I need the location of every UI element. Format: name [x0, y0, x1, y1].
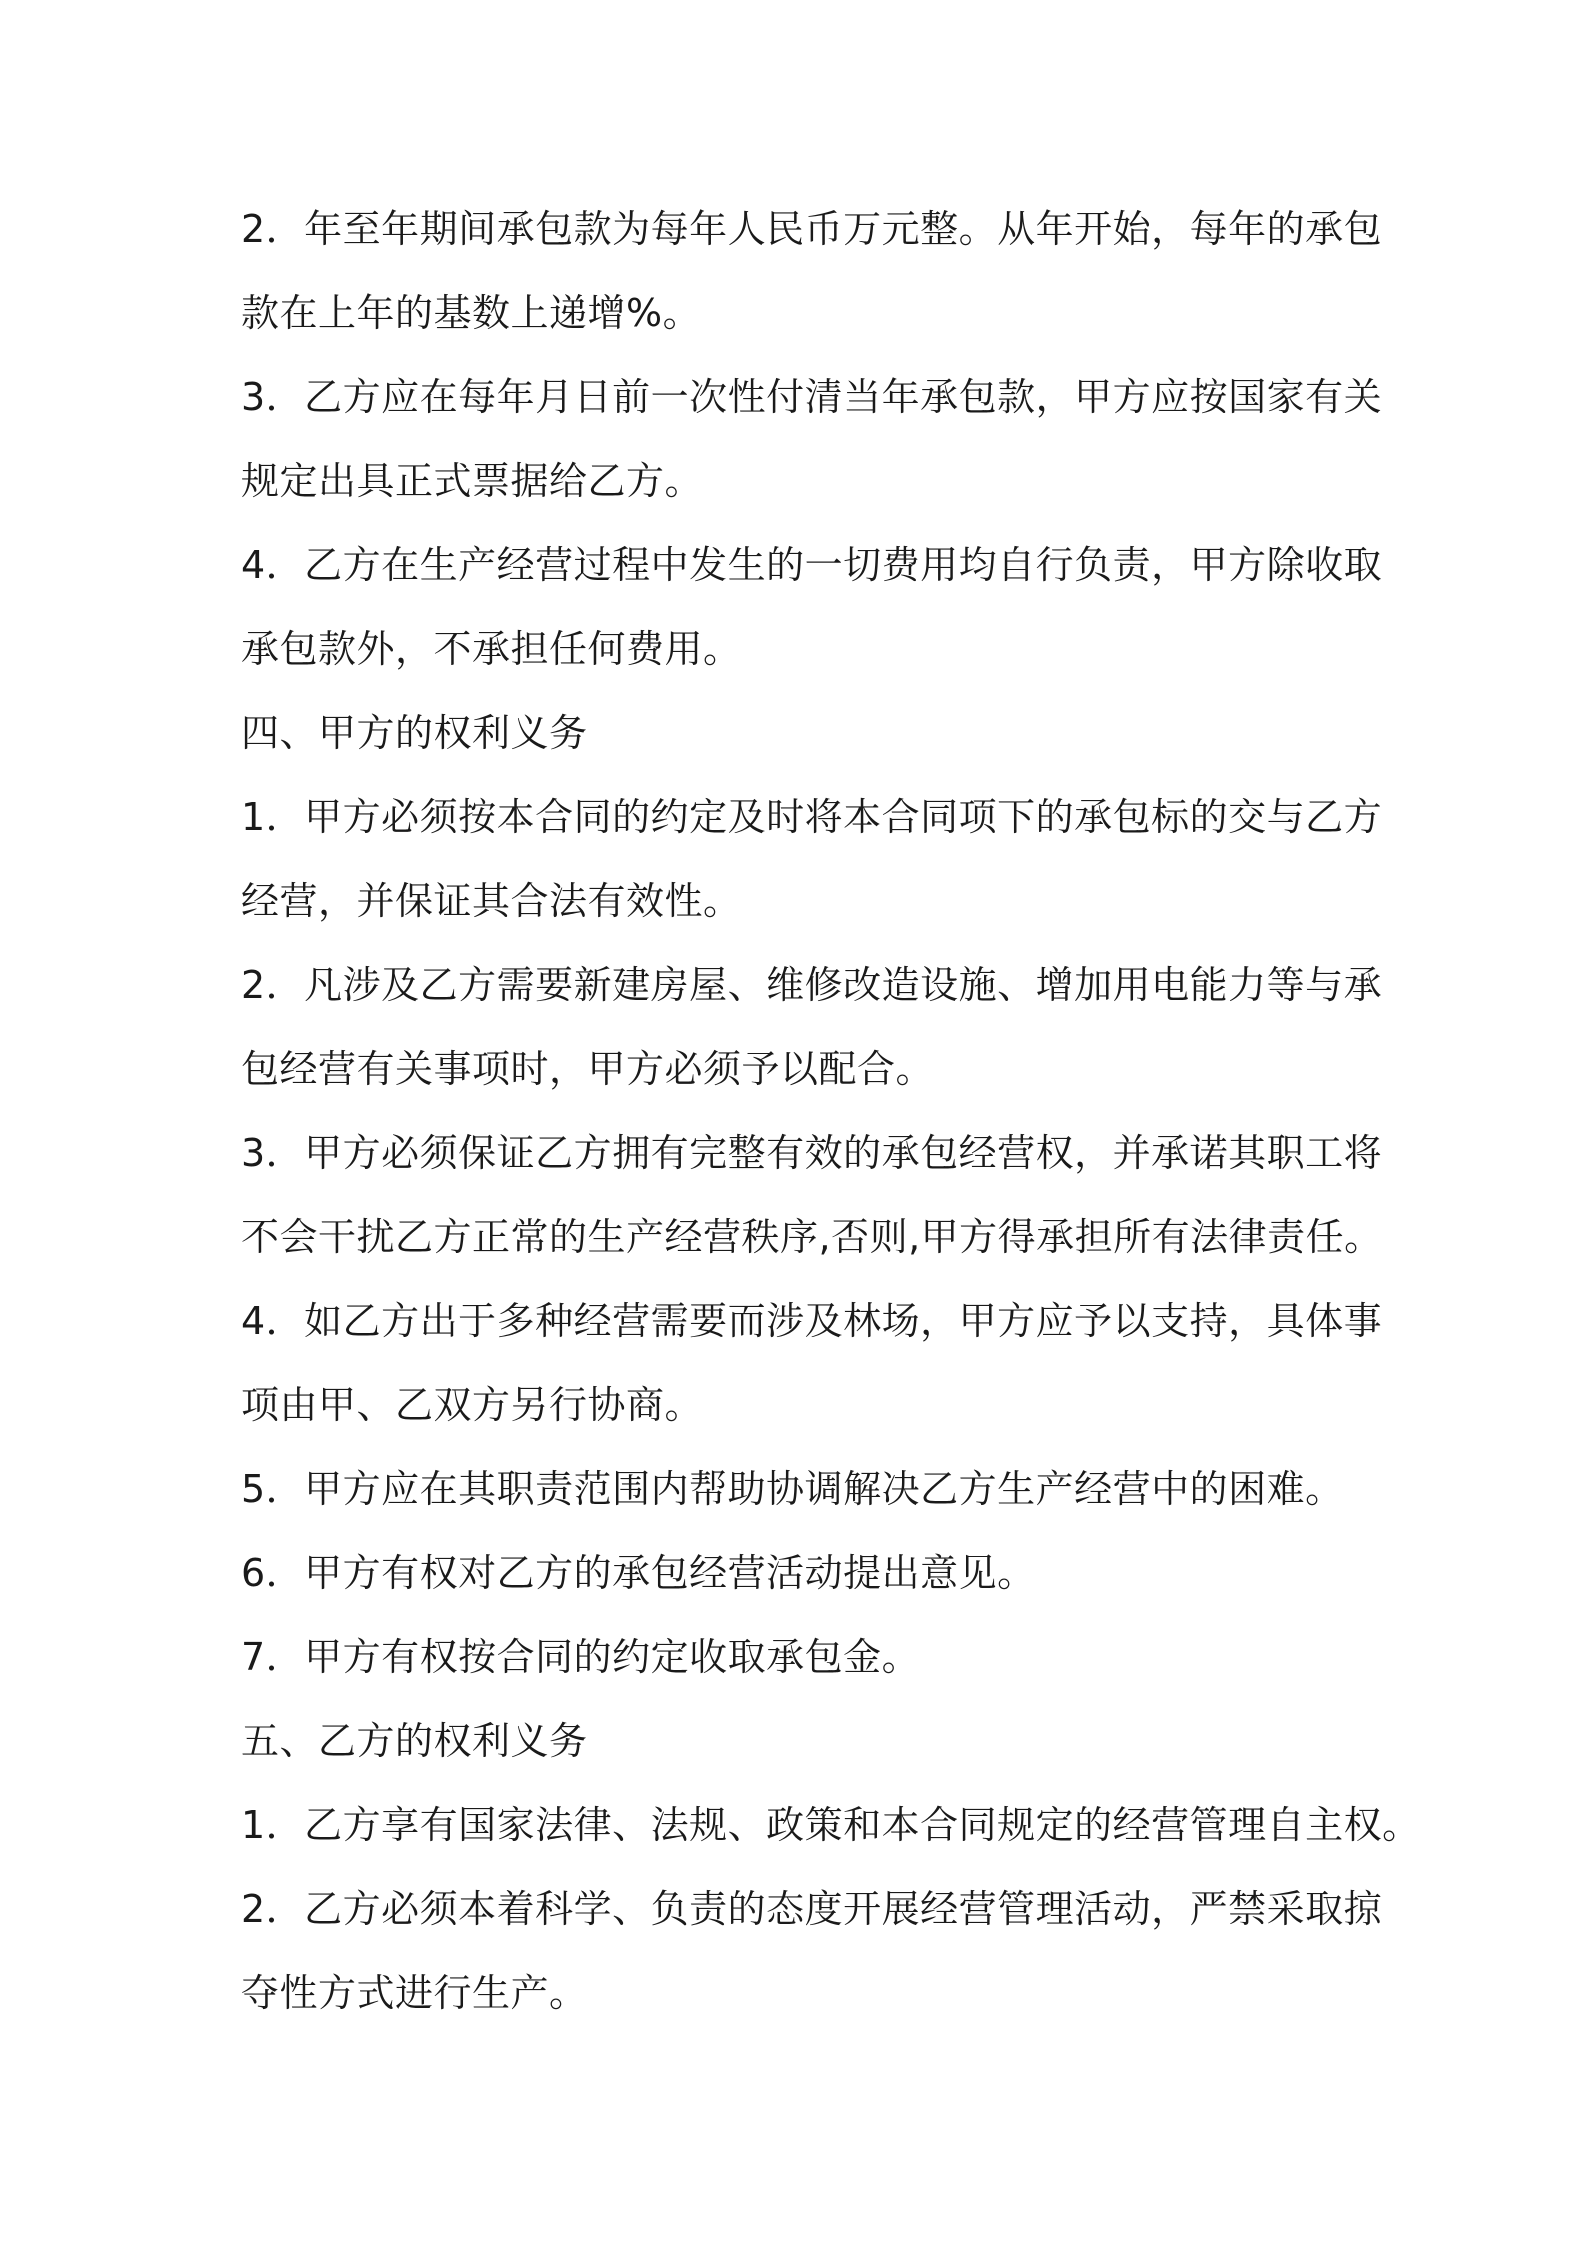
section-heading: 四、甲方的权利义务	[241, 711, 588, 755]
text-line: 款在上年的基数上递增%。	[241, 291, 702, 335]
text-line: 3．乙方应在每年月日前一次性付清当年承包款，甲方应按国家有关	[241, 375, 1383, 419]
text-line: 6．甲方有权对乙方的承包经营活动提出意见。	[241, 1551, 1036, 1595]
text-line: 5．甲方应在其职责范围内帮助协调解决乙方生产经营中的困难。	[241, 1467, 1344, 1511]
text-line: 承包款外，不承担任何费用。	[241, 627, 742, 671]
text-line: 2．乙方必须本着科学、负责的态度开展经营管理活动，严禁采取掠	[241, 1887, 1383, 1931]
text-line: 4．乙方在生产经营过程中发生的一切费用均自行负责，甲方除收取	[241, 543, 1383, 587]
text-line: 3．甲方必须保证乙方拥有完整有效的承包经营权，并承诺其职工将	[241, 1131, 1383, 1175]
text-line: 包经营有关事项时，甲方必须予以配合。	[241, 1047, 935, 1091]
section-heading: 五、乙方的权利义务	[241, 1719, 588, 1763]
text-line: 7．甲方有权按合同的约定收取承包金。	[241, 1635, 921, 1679]
text-line: 4．如乙方出于多种经营需要而涉及林场，甲方应予以支持，具体事	[241, 1299, 1383, 1343]
text-line: 项由甲、乙双方另行协商。	[241, 1383, 704, 1427]
text-line: 2．凡涉及乙方需要新建房屋、维修改造设施、增加用电能力等与承	[241, 963, 1383, 1007]
text-line: 夺性方式进行生产。	[241, 1971, 588, 2015]
text-line: 规定出具正式票据给乙方。	[241, 459, 704, 503]
text-line: 1．甲方必须按本合同的约定及时将本合同项下的承包标的交与乙方	[241, 795, 1383, 839]
text-line: 1．乙方享有国家法律、法规、政策和本合同规定的经营管理自主权。	[241, 1803, 1421, 1847]
text-line: 经营，并保证其合法有效性。	[241, 879, 742, 923]
text-line: 2．年至年期间承包款为每年人民币万元整。从年开始，每年的承包	[241, 207, 1383, 251]
text-line: 不会干扰乙方正常的生产经营秩序,否则,甲方得承担所有法律责任。	[241, 1215, 1383, 1259]
document-body	[241, 198, 1421, 2046]
